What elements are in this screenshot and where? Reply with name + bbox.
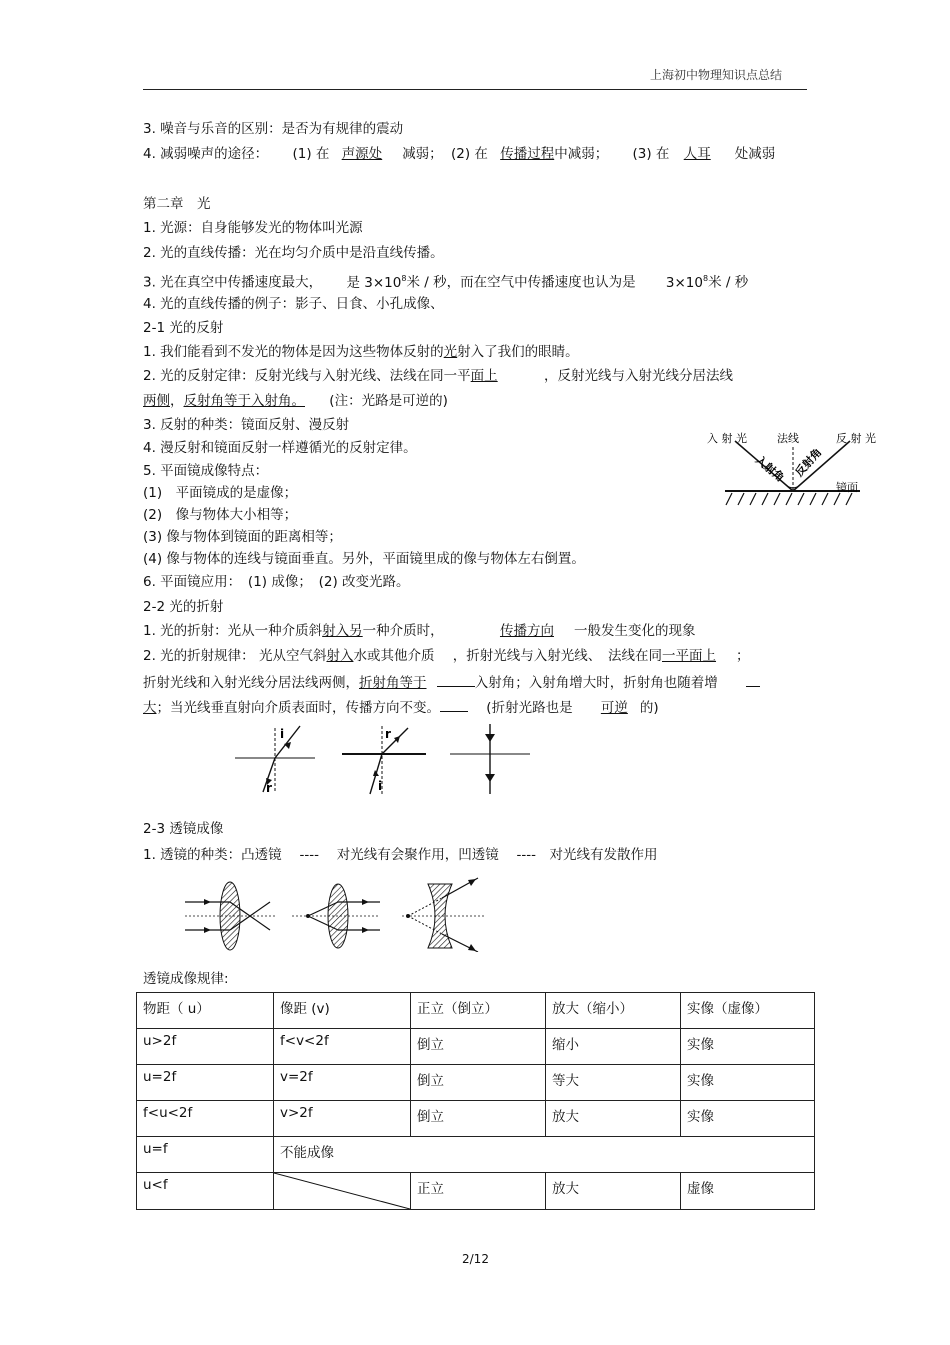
refraction-diagrams	[230, 718, 540, 800]
text: ，	[345, 675, 359, 691]
line	[143, 697, 659, 717]
text: ，反射光线与入射光线分居法线	[543, 368, 733, 384]
line	[143, 392, 448, 410]
line: 4. 漫反射和镜面反射一样遵循光的反射定律。	[143, 440, 417, 456]
header-cell: 像距 (v)	[274, 993, 411, 1029]
line	[143, 622, 695, 640]
text: 是 3×10	[346, 274, 402, 291]
blank-line	[440, 697, 468, 712]
line: 3. 反射的种类：镜面反射、漫反射	[143, 417, 350, 433]
text: 1. 光的折射：光从一种介质斜	[143, 623, 323, 639]
blank-answer: 传播过程	[500, 146, 555, 162]
header-cell: 放大（缩小）	[546, 993, 681, 1029]
blank-answer: 面上	[470, 368, 498, 384]
text: 折射光线和入射光线分居法线两侧	[143, 675, 346, 691]
text: 4. 减弱噪声的途径：	[143, 146, 269, 162]
text: 3. 光在真空中传播速度最大，	[143, 274, 323, 291]
normal-label: 法线	[777, 432, 799, 445]
line: 6. 平面镜应用： (1) 成像； (2) 改变光路。	[143, 574, 410, 590]
table-cell: 倒立	[411, 1065, 546, 1101]
table-cell: 等大	[546, 1065, 681, 1101]
angle-r-label: r	[266, 781, 272, 795]
line: 5. 平面镜成像特点：	[143, 463, 269, 479]
diagonal-slash	[274, 1173, 410, 1209]
text: 2. 光的反射定律：反射光线与入射光线、法线在同一平	[143, 368, 471, 384]
reflect-angle-label: 反射角	[792, 445, 825, 480]
arrow-icon	[204, 899, 211, 905]
mirror-label: 镜面	[836, 481, 858, 494]
text: (1) 在	[292, 146, 330, 162]
blank-answer: 折射角等于	[359, 675, 427, 691]
text: 1. 我们能看到不发光的物体是因为这些物体反射的	[143, 344, 444, 360]
convex-lens	[328, 884, 348, 948]
line: 4. 光的直线传播的例子：影子、日食、小孔成像、	[143, 296, 444, 312]
section-title: 2-2 光的折射	[143, 599, 224, 615]
angle-r-label: r	[385, 727, 391, 741]
text: (注：光路是可逆的)	[329, 393, 448, 409]
line-light-speed	[143, 270, 748, 292]
blank-line	[746, 672, 760, 687]
blank-answer: 光	[443, 344, 458, 360]
arrow-icon	[362, 927, 369, 933]
blank-answer: 声源处	[341, 146, 383, 162]
arrow-icon	[362, 899, 369, 905]
angle-i-label: i	[280, 727, 285, 741]
blank-answer: 大	[143, 700, 157, 716]
table-caption: 透镜成像规律:	[143, 971, 229, 987]
reflected-label: 反 射 光	[836, 432, 876, 445]
table-cell: u>2f	[137, 1029, 274, 1065]
lens-diagrams	[180, 872, 490, 952]
exponent: 8	[401, 274, 407, 283]
table-cell: 倒立	[411, 1101, 546, 1137]
line: 1. 透镜的种类：凸透镜 ---- 对光线有会聚作用，凹透镜 ---- 对光线有发散作用	[143, 847, 658, 863]
blank-answer: 传播方向	[499, 623, 554, 639]
line	[143, 343, 579, 361]
table-cell: 实像	[681, 1029, 815, 1065]
arrow-icon	[204, 927, 211, 933]
line	[143, 647, 750, 665]
header-title: 上海初中物理知识点总结	[650, 68, 783, 82]
page-number: 2/12	[462, 1252, 489, 1266]
text: 射入了我们的眼睛。	[457, 344, 579, 360]
header-cell: 正立（倒立）	[411, 993, 546, 1029]
arrow-icon	[373, 770, 379, 776]
table-cell: f<u<2f	[137, 1101, 274, 1137]
table-cell: u<f	[137, 1173, 274, 1210]
text: (折射光路也是	[486, 700, 573, 716]
reflection-diagram	[700, 425, 890, 515]
arrow-icon	[485, 774, 495, 782]
text: 3×10	[665, 274, 703, 291]
arrow-icon	[485, 734, 495, 742]
text: 处减弱	[734, 146, 776, 162]
table-cell: 缩小	[546, 1029, 681, 1065]
table-cell: 虚像	[681, 1173, 815, 1210]
blank-answer: 人耳	[683, 146, 711, 162]
table-header-row	[137, 993, 815, 1029]
table-cell: 正立	[411, 1173, 546, 1210]
text: ，	[170, 393, 184, 409]
text: 2. 光的折射规律： 光从空气斜	[143, 648, 327, 664]
table-cell: 放大	[546, 1173, 681, 1210]
line: (1) 平面镜成的是虚像；	[143, 485, 298, 501]
text: 米 / 秒	[708, 274, 749, 291]
text: 一般发生变化的现象	[573, 623, 696, 639]
header-cell: 物距（ u）	[137, 993, 274, 1029]
table-cell: v=2f	[274, 1065, 411, 1101]
angle-i-label: i	[378, 779, 383, 793]
incident-angle-label: 入射角	[753, 453, 787, 485]
exponent: 8	[702, 274, 709, 283]
blank-line	[437, 672, 475, 687]
table-cell: f<v<2f	[274, 1029, 411, 1065]
text: 米 / 秒，而在空气中传播速度也认为是	[406, 274, 636, 291]
line-noise-music: 3. 噪音与乐音的区别：是否为有规律的震动	[143, 121, 404, 137]
blank-answer: 一平面上	[662, 648, 717, 664]
header-cell: 实像（虚像）	[681, 993, 815, 1029]
table-cell: u=f	[137, 1137, 274, 1173]
line	[143, 367, 733, 385]
blank-answer: 可逆	[600, 700, 628, 716]
table-cell: 倒立	[411, 1029, 546, 1065]
blank-answer: 射入	[326, 648, 354, 664]
table-cell: v>2f	[274, 1101, 411, 1137]
table-row	[137, 1137, 815, 1173]
text: 水或其他介质	[353, 648, 435, 664]
section-title: 2-3 透镜成像	[143, 821, 224, 837]
line: 1. 光源：自身能够发光的物体叫光源	[143, 220, 363, 236]
lens-imaging-table	[136, 992, 815, 1210]
blank-answer: 反射角等于入射角。	[183, 393, 305, 409]
section-title: 2-1 光的反射	[143, 320, 224, 336]
text: ；当光线垂直射向介质表面时，传播方向不变。	[156, 700, 440, 716]
table-cell: 实像	[681, 1101, 815, 1137]
blank-answer: 射入另	[322, 623, 363, 639]
table-row	[137, 1029, 815, 1065]
text: ；	[736, 648, 750, 664]
line	[143, 672, 760, 692]
incident-label: 入 射 光	[707, 432, 747, 445]
text: 中减弱；	[554, 146, 609, 162]
convex-lens	[220, 882, 240, 950]
table-cell-merged: 不能成像	[274, 1137, 815, 1173]
table-row	[137, 1065, 815, 1101]
table-row	[137, 1173, 815, 1210]
mirror-hatching	[726, 493, 852, 505]
text: (3) 在	[632, 146, 670, 162]
blank-answer: 两侧	[143, 393, 170, 409]
table-cell: 实像	[681, 1065, 815, 1101]
line-noise-reduction	[143, 145, 775, 163]
table-cell-slash	[274, 1173, 411, 1210]
line: (3) 像与物体到镜面的距离相等；	[143, 529, 342, 545]
table-cell: 放大	[546, 1101, 681, 1137]
text: (2) 在	[450, 146, 488, 162]
header-rule	[143, 89, 807, 90]
line: (4) 像与物体的连线与镜面垂直。另外，平面镜里成的像与物体左右倒置。	[143, 551, 585, 567]
incident-ray	[275, 726, 300, 758]
text: 入射角；入射角增大时，折射角也随着增	[474, 675, 718, 691]
line: (2) 像与物体大小相等；	[143, 507, 298, 523]
chapter-title: 第二章 光	[143, 196, 211, 212]
line: 2. 光的直线传播：光在均匀介质中是沿直线传播。	[143, 245, 444, 261]
table-row	[137, 1101, 815, 1137]
text: 减弱；	[402, 146, 443, 162]
text: 的)	[639, 700, 659, 716]
text: ，折射光线与入射光线、 法线在同	[452, 648, 663, 664]
table-cell: u=2f	[137, 1065, 274, 1101]
text: 一种介质时，	[362, 623, 444, 639]
